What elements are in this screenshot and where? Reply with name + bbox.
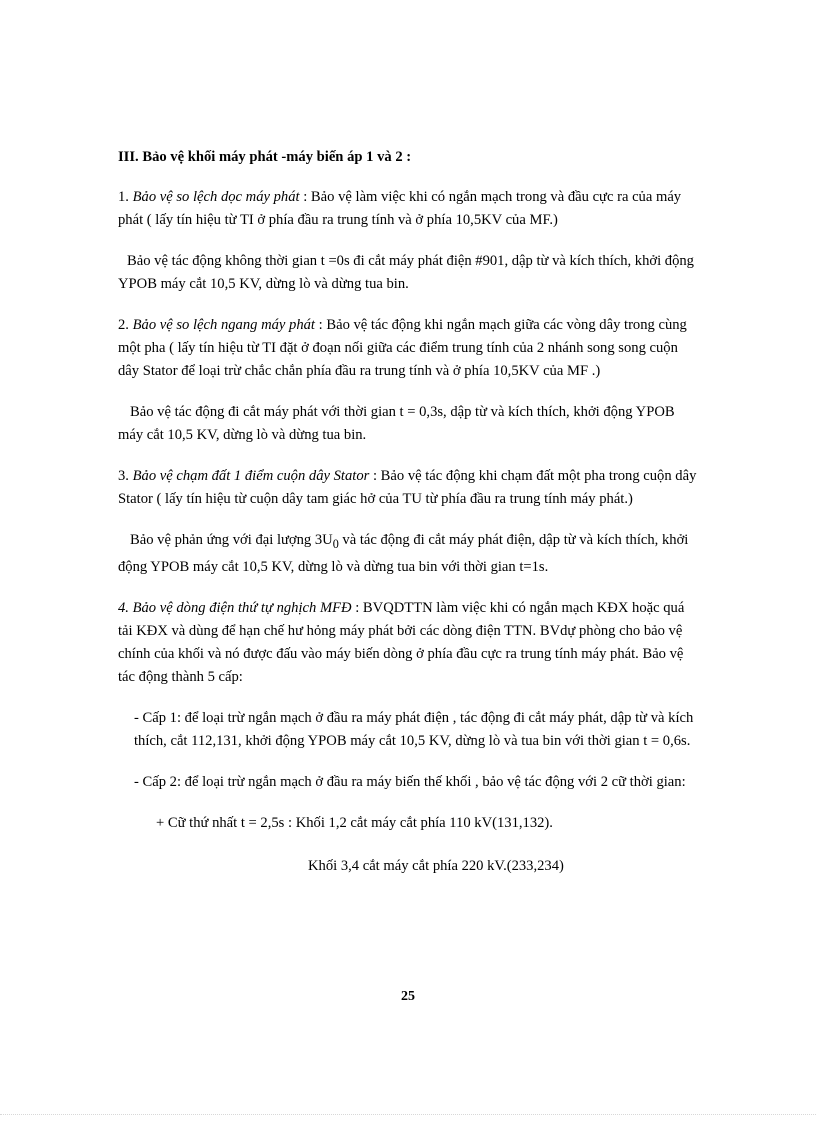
paragraph-s4 [118, 597, 698, 689]
page-body [118, 146, 698, 878]
paragraph-s2-action: Bảo vệ tác động đi cắt máy phát với thời gian t = 0,3s, dập từ và kích thích, khởi động YPOB máy cắt 10,5 KV, dừng lò và dừng tua bin. [118, 404, 675, 443]
paragraph-s1 [118, 186, 698, 232]
s2-number: 2. [118, 317, 129, 333]
s1-title: Bảo vệ so lệch dọc máy phát [132, 189, 300, 205]
s2-title: Bảo vệ so lệch ngang máy phát [132, 317, 315, 333]
page-edge-divider [0, 1114, 816, 1115]
s1-text: : Bảo vệ làm việc khi có ngắn mạch trong và đầu cực ra của máy phát ( lấy tín hiệu từ TI ở phía đầu ra trung tính và ở phía 10,5KV của MF.) [118, 189, 682, 228]
paragraph-s3 [118, 465, 698, 511]
level-1-item: - Cấp 1: để loại trừ ngắn mạch ở đầu ra máy phát điện , tác động đi cắt máy phát, dập từ và kích thích, cắt 112,131, khởi động YPOB máy cắt 10,5 KV, dừng lò và tua bin với thời gian t = 0,6s. [134, 709, 694, 749]
s3-action-subscript: 0 [332, 536, 339, 551]
s3-action-b: và tác động đi cắt máy phát điện, dập từ và kích thích, khởi động YPOB máy cắt 10,5 KV, dừng lò và dừng tua bin với thời gian t=1s. [118, 532, 689, 575]
s2-text: : Bảo vệ tác động khi ngắn mạch giữa các vòng dây trong cùng một pha ( lấy tín hiệu từ TI đặt ở đoạn nối giữa các điểm trung tính của 2 nhánh song song cuộn dây Stator để loại trừ chắc chắn phía đầu ra trung tính và ở phía 10,5KV của MF .) [118, 317, 687, 379]
level-2-stage-1: + Cữ thứ nhất t = 2,5s : Khối 1,2 cắt máy cắt phía 110 kV(131,132). [156, 814, 553, 831]
s3-text: : Bảo vệ tác động khi chạm đất một pha trong cuộn dây Stator ( lấy tín hiệu từ cuộn dây tam giác hở của TU từ phía đầu ra trung tính máy phát.) [118, 468, 697, 507]
s4-title: 4. Bảo vệ dòng điện thứ tự nghịch MFĐ [118, 599, 352, 616]
paragraph-s3-action [118, 529, 698, 579]
paragraph-s1-action: Bảo vệ tác động không thời gian t =0s đi cắt máy phát điện #901, dập từ và kích thích, khởi động YPOB máy cắt 10,5 KV, dừng lò và dừng tua bin. [118, 253, 694, 292]
s3-title: Bảo vệ chạm đất 1 điểm cuộn dây Stator [132, 468, 370, 484]
s3-number: 3. [118, 468, 129, 484]
page-number: 25 [401, 989, 415, 1004]
s4-text: : BVQDTTN làm việc khi có ngắn mạch KĐX hoặc quá tải KĐX và dùng để hạn chế hư hỏng máy phát bởi các dòng điện TTN. BVdự phòng cho bảo vệ chính của khối và nó được đấu vào máy biến dòng ở phía đầu cực ra trung tính máy phát. Bảo vệ tác động thành 5 cấp: [118, 599, 685, 685]
s1-number: 1. [118, 189, 129, 205]
paragraph-s2 [118, 314, 698, 383]
level-2-stage-1-cont: Khối 3,4 cắt máy cắt phía 220 kV.(233,234) [308, 857, 564, 874]
section-heading: III. Bảo vệ khối máy phát -máy biến áp 1 và 2 : [118, 149, 412, 165]
level-2-item: - Cấp 2: để loại trừ ngắn mạch ở đầu ra máy biến thế khối , bảo vệ tác động với 2 cữ thời gian: [134, 773, 686, 790]
s3-action-a: Bảo vệ phản ứng với đại lượng 3U [130, 532, 333, 548]
